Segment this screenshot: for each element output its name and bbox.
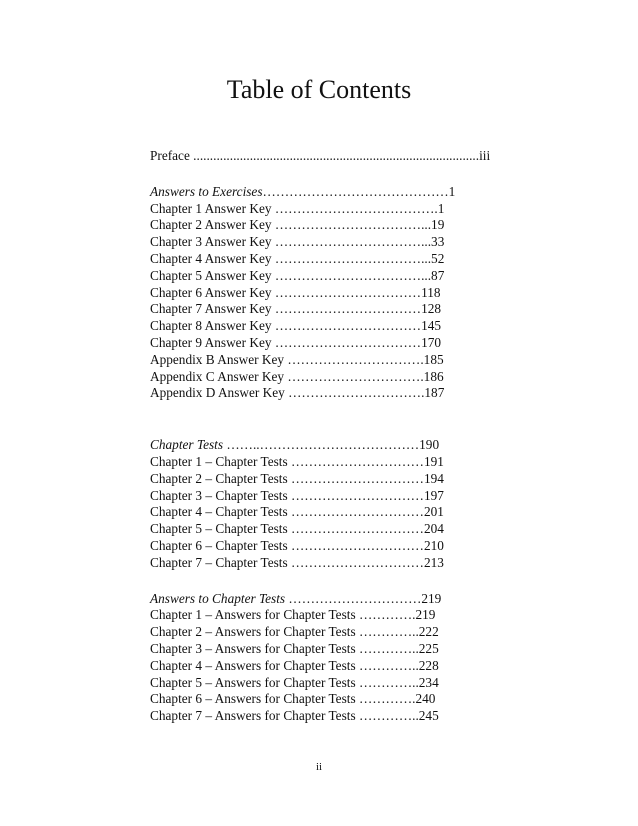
toc-entry: Chapter 6 – Chapter Tests …………………………210 [150, 537, 444, 553]
section-spacer [150, 165, 480, 184]
toc-entry: Chapter 2 Answer Key ……………………………...19 [150, 217, 445, 233]
toc-entry: Chapter 1 – Chapter Tests …………………………191 [150, 453, 444, 469]
toc-entry: Chapter 4 – Chapter Tests …………………………201 [150, 504, 444, 520]
section-heading-leader: …………………………219 [285, 590, 442, 606]
toc-entry: Chapter 5 – Answers for Chapter Tests …………..234 [150, 674, 439, 690]
toc-entry: Chapter 4 – Answers for Chapter Tests …………..228 [150, 657, 439, 673]
section-heading-answers-to-chapter-tests [150, 591, 480, 608]
page-number: ii [315, 761, 323, 773]
section-heading-leader: ……………………………………1 [262, 183, 456, 199]
toc-entry: Chapter 9 Answer Key ……………………………170 [150, 334, 442, 350]
toc-entry: Appendix D Answer Key ………………………….187 [150, 385, 445, 401]
toc-entry: Chapter 8 Answer Key ……………………………145 [150, 318, 442, 334]
toc-entry: Chapter 7 – Answers for Chapter Tests …………..245 [150, 708, 439, 724]
toc-entry: Chapter 4 Answer Key ……………………………...52 [150, 250, 445, 266]
section-heading-chapter-tests [150, 437, 480, 454]
toc-entry: Chapter 3 – Chapter Tests …………………………197 [150, 487, 444, 503]
section-heading-label: Chapter Tests [150, 437, 224, 453]
toc-entry: Chapter 3 – Answers for Chapter Tests …………..225 [150, 640, 439, 656]
toc-entry: Chapter 5 – Chapter Tests …………………………204 [150, 521, 444, 537]
answers-to-exercises-list [150, 201, 480, 403]
toc-entry: Chapter 5 Answer Key ……………………………...87 [150, 267, 445, 283]
page-title: Table of Contents [226, 75, 412, 104]
toc-entry: Appendix B Answer Key ………………………….185 [150, 351, 444, 367]
section-heading-leader: ……..………………………………190 [223, 437, 440, 453]
toc-entry: Appendix C Answer Key ………………………….186 [150, 368, 444, 384]
section-spacer [150, 572, 480, 591]
answers-to-chapter-tests-list [150, 607, 480, 725]
section-heading-label: Answers to Exercises [150, 183, 263, 199]
section-heading-answers-to-exercises [150, 184, 480, 201]
toc-entry: Chapter 3 Answer Key ……………………………...33 [150, 234, 445, 250]
toc-entry: Chapter 6 – Answers for Chapter Tests ………….240 [150, 691, 436, 707]
chapter-tests-list [150, 454, 480, 572]
toc-entry: Chapter 7 – Chapter Tests …………………………213 [150, 554, 444, 570]
section-heading-label: Answers to Chapter Tests [150, 590, 286, 606]
toc-entry: Chapter 2 – Answers for Chapter Tests …………..222 [150, 624, 439, 640]
toc-entry: Chapter 1 – Answers for Chapter Tests ………….219 [150, 607, 436, 623]
toc-entry: Chapter 6 Answer Key ……………………………118 [150, 284, 441, 300]
toc-entry: Chapter 2 – Chapter Tests …………………………194 [150, 470, 444, 486]
toc-entry: Chapter 1 Answer Key ……………………………….1 [150, 200, 445, 216]
toc-entry: Chapter 7 Answer Key ……………………………128 [150, 301, 442, 317]
table-of-contents [150, 148, 491, 725]
section-spacer [150, 402, 480, 437]
toc-entry-preface: Preface ......................................................................................iii [150, 148, 491, 163]
